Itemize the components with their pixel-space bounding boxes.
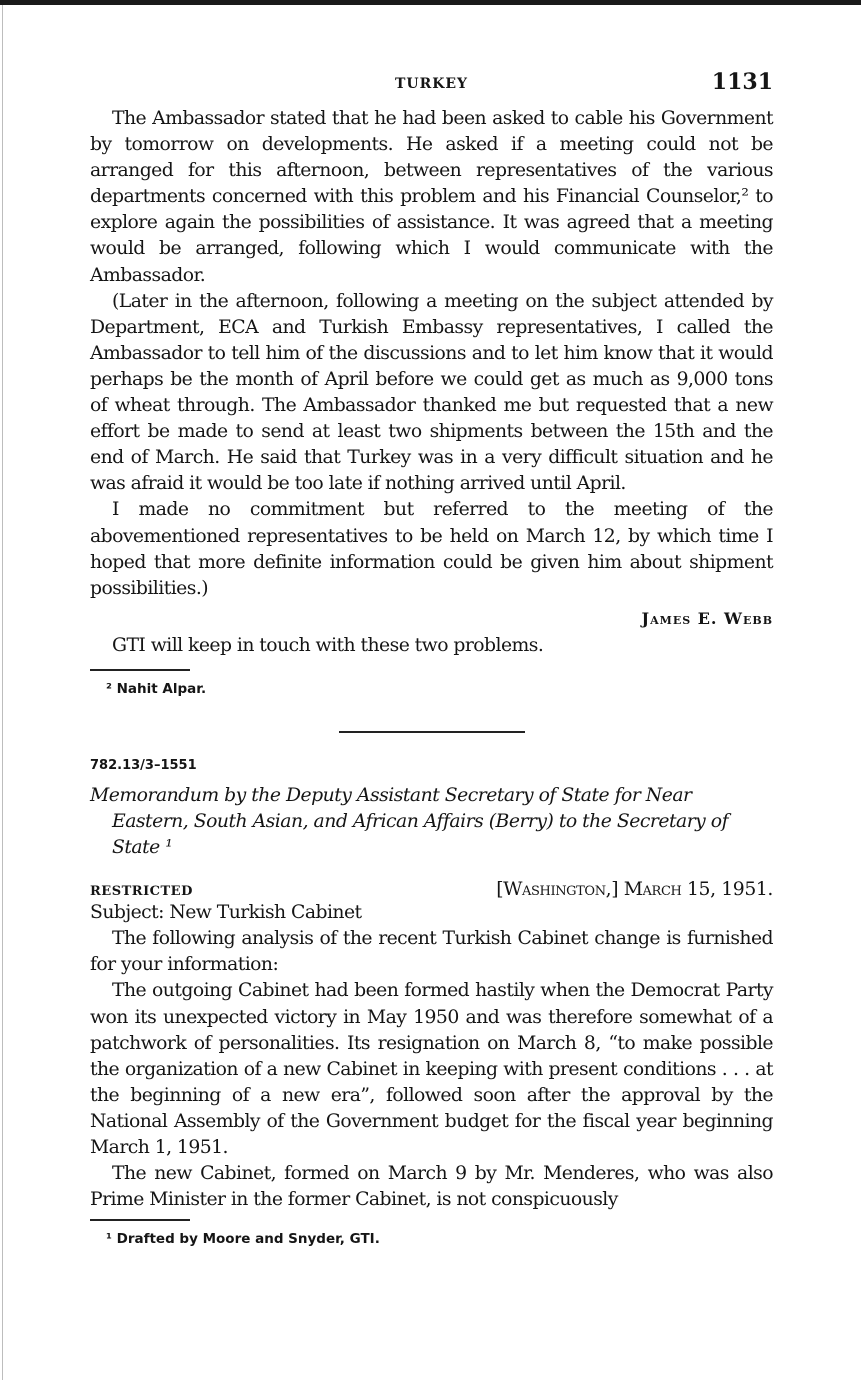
first-document-body bbox=[90, 106, 773, 659]
footnote-nahit-alpar: ² Nahit Alpar. bbox=[106, 680, 207, 697]
second-document-body bbox=[90, 900, 773, 1213]
document-page bbox=[90, 66, 773, 1247]
footnote-drafted-by: ¹ Drafted by Moore and Snyder, GTI. bbox=[106, 1231, 380, 1248]
memorandum-title: Memorandum by the Deputy Assistant Secretary of State for Near Eastern, South Asian, and African Affairs (Berry) to the Secretary of State ¹ bbox=[90, 784, 729, 859]
page-header bbox=[90, 66, 773, 106]
footnote-rule bbox=[90, 1219, 190, 1221]
footnote-rule bbox=[90, 669, 190, 671]
classification-dateline bbox=[90, 879, 773, 900]
classification-label: RESTRICTED bbox=[90, 884, 193, 900]
paragraph-analysis-intro: The following analysis of the recent Turkish Cabinet change is furnished for your information: bbox=[90, 928, 773, 976]
dateline: [Washington,] March 15, 1951. bbox=[496, 879, 773, 901]
running-head: TURKEY bbox=[394, 76, 469, 92]
paragraph-no-commitment: I made no commitment but referred to the meeting of the abovementioned representatives to be held on March 12, by which time I hoped that more definite information could be given him about shipment possibilities.) bbox=[90, 499, 773, 599]
file-number: 782.13/3–1551 bbox=[90, 757, 197, 773]
page-left-edge bbox=[2, 5, 3, 1380]
page-top-rule bbox=[0, 0, 861, 5]
subject-line: Subject: New Turkish Cabinet bbox=[90, 902, 362, 924]
paragraph-new-cabinet: The new Cabinet, formed on March 9 by Mr. Menderes, who was also Prime Minister in the former Cabinet, is not conspicuously bbox=[90, 1163, 773, 1211]
paragraph-outgoing-cabinet: The outgoing Cabinet had been formed hastily when the Democrat Party won its unexpected victory in May 1950 and was therefore somewhat of a patchwork of personalities. Its resignation on March 8, “to make possible the organization of a new Cabinet in keeping with present conditions . . . at the beginning of a new era”, followed soon after the approval by the National Assembly of the Government budget for the fiscal year beginning March 1, 1951. bbox=[90, 980, 773, 1158]
paragraph-later-afternoon: (Later in the afternoon, following a meeting on the subject attended by Department, ECA and Turkish Embassy representatives, I called the Ambassador to tell him of the discussions and to let him know that it would perhaps be the month of April before we could get as much as 9,000 tons of wheat through. The Ambassador thanked me but requested that a new effort be made to send at least two shipments between the 15th and the end of March. He said that Turkey was in a very difficult situation and he was afraid it would be too late if nothing arrived until April. bbox=[90, 290, 773, 495]
paragraph-ambassador-request: The Ambassador stated that he had been asked to cable his Government by tomorrow on developments. He asked if a meeting could not be arranged for this afternoon, between representatives of the various departments concerned with this problem and his Financial Counselor,² to explore again the possibilities of assistance. It was agreed that a meeting would be arranged, following which I would communicate with the Ambassador. bbox=[90, 108, 773, 286]
signature-james-webb: James E. Webb bbox=[641, 608, 773, 628]
paragraph-gti-closing: GTI will keep in touch with these two problems. bbox=[112, 634, 544, 656]
section-separator bbox=[339, 731, 525, 733]
page-number: 1131 bbox=[711, 69, 773, 95]
